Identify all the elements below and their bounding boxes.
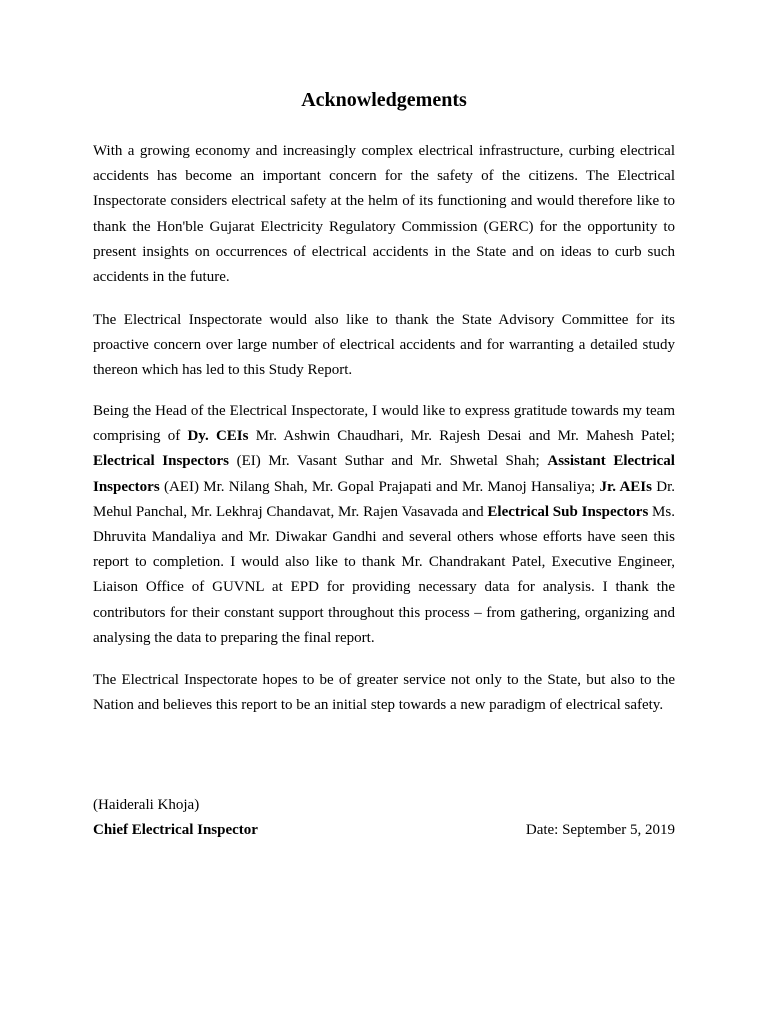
signatory-designation: Chief Electrical Inspector: [93, 822, 258, 838]
text-segment: (AEI) Mr. Nilang Shah, Mr. Gopal Prajapati and Mr. Manoj Hansaliya;: [159, 478, 600, 495]
signature-row: [93, 820, 675, 840]
text-segment: (EI) Mr. Vasant Suthar and Mr. Shwetal Shah;: [228, 453, 548, 470]
page-title: Acknowledgements: [301, 89, 467, 111]
text-segment: Ms. Dhruvita Mandaliya and Mr. Diwakar Gandhi and several others whose efforts have seen this report to completion. I would also like to thank Mr. Chandrakant Patel, Executive Engineer, Liaison Office of GUVNL at EPD for providing necessary data for analysis. I thank the contributors for their constant support throughout this process – from gathering, organizing and analysing the data to preparing the final report.: [93, 503, 675, 646]
paragraph-closing: The Electrical Inspectorate hopes to be of greater service not only to the State, but also to the Nation and believes this report to be an initial step towards a new paradigm of electrical safety.: [93, 672, 675, 714]
bold-role-electrical-sub-inspectors: Electrical Sub Inspectors: [487, 503, 649, 520]
paragraph-team-thanks: [93, 399, 675, 651]
text-segment: Dr. Mehul Panchal, Mr. Lekhraj Chandavat, Mr. Rajen Vasavada and: [93, 478, 676, 520]
paragraph-advisory-committee: The Electrical Inspectorate would also like to thank the State Advisory Committee for its proactive concern over large number of electrical accidents and for warranting a detailed study thereon which has led to this Study Report.: [93, 312, 675, 379]
paragraph-intro: With a growing economy and increasingly complex electrical infrastructure, curbing electrical accidents has become an important concern for the safety of the citizens. The Electrical Inspectorate considers electrical safety at the helm of its functioning and would therefore like to thank the Hon'ble Gujarat Electricity Regulatory Commission (GERC) for the opportunity to present insights on occurrences of electrical accidents in the State and on ideas to curb such accidents in the future.: [93, 143, 675, 286]
text-segment: Being the Head of the Electrical Inspectorate, I would like to express gratitude towards my team comprising of: [93, 403, 675, 445]
bold-role-jr-aeis: Jr. AEIs: [599, 478, 652, 495]
signature-date: Date: September 5, 2019: [525, 822, 675, 838]
text-segment: Mr. Ashwin Chaudhari, Mr. Rajesh Desai and Mr. Mahesh Patel;: [248, 428, 675, 445]
bold-role-electrical-inspectors: Electrical Inspectors: [93, 453, 229, 470]
signatory-name: (Haiderali Khoja): [93, 797, 200, 813]
bold-role-dy-ceis: Dy. CEIs: [187, 428, 249, 445]
bold-role-assistant-electrical-inspectors: Assistant Electrical Inspectors: [93, 453, 675, 495]
